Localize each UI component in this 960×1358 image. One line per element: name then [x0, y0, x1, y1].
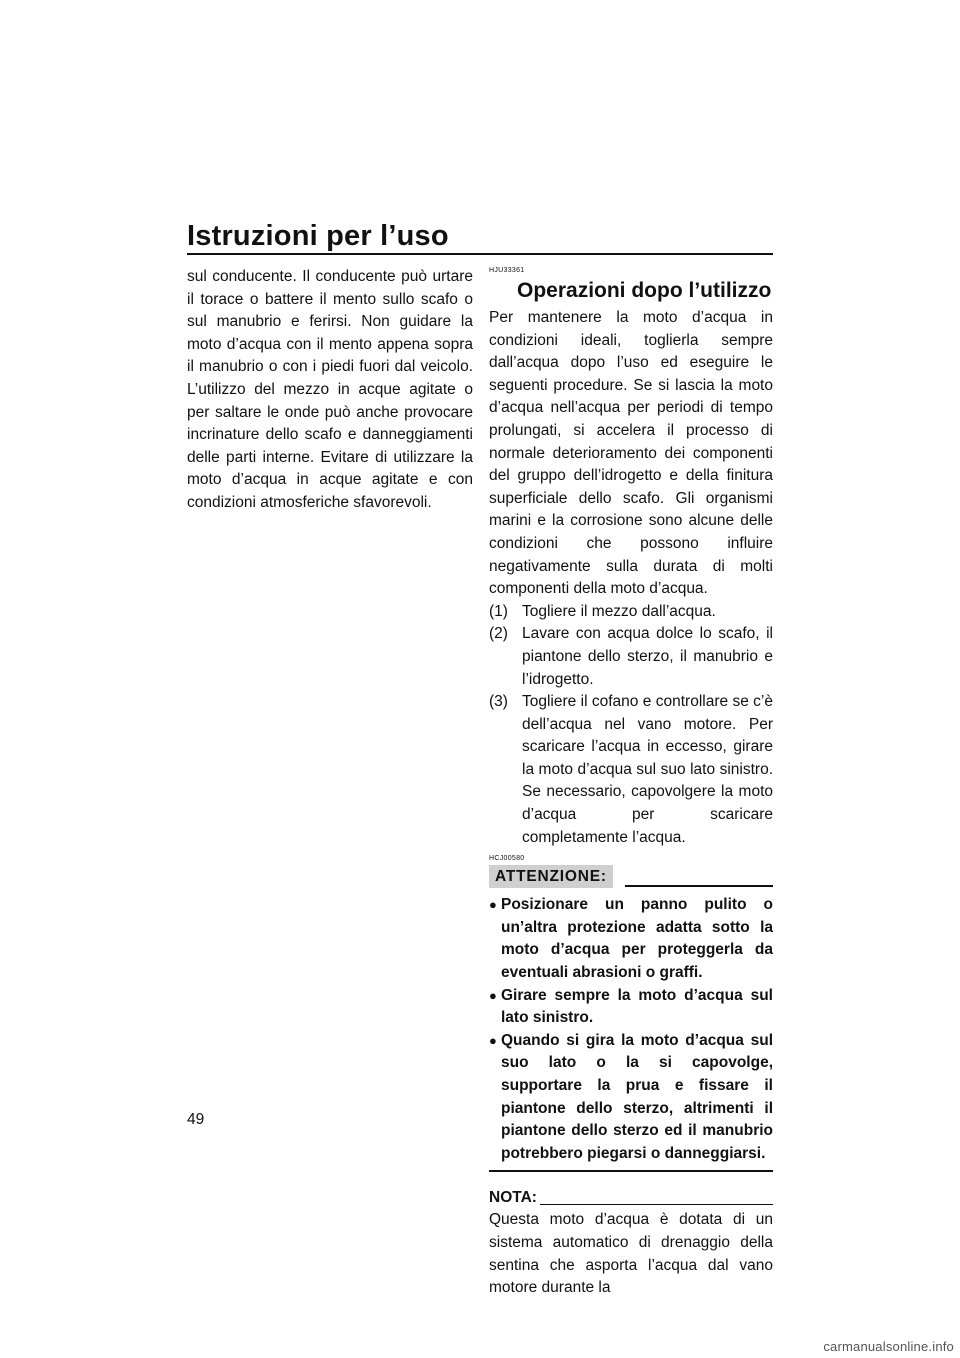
caution-item [489, 894, 773, 984]
caution-code: HCJ00580 [489, 855, 525, 863]
caution-label: ATTENZIONE: [489, 865, 613, 888]
step-text: Lavare con acqua dolce lo scafo, il piantone dello sterzo, il manubrio e l’idrogetto. [522, 625, 773, 688]
caution-header [489, 865, 773, 888]
left-paragraph: sul conducente. Il conducente può urtare il torace o battere il mento sullo scafo o sul manubrio e ferirsi. Non guidare la moto d’acqua con il mento appena sopra il manubrio o con i piedi fuori dal veicolo. L’utilizzo del mezzo in acque agitate o per saltare le onde può anche provocare incrinature dello scafo e danneggiamenti delle parti interne. Evitare di utilizzare la moto d’acqua in acque agitate e con condizioni atmosferiche sfavorevoli. [187, 268, 473, 511]
note-header-rule [540, 1204, 773, 1205]
bullet-icon: ● [489, 897, 497, 913]
right-column [489, 266, 773, 1300]
footer-watermark: carmanualsonline.info [823, 1339, 954, 1354]
page-number: 49 [187, 1111, 205, 1128]
step-item [489, 601, 773, 624]
step-text: Togliere il mezzo dall’acqua. [522, 602, 716, 620]
note-header [489, 1187, 773, 1209]
caution-item-text: Quando si gira la moto d’acqua sul suo lato o la si capovolge, supportare la prua e fissare il piantone dello sterzo, altrimenti il piantone dello sterzo ed il manubrio potrebbero piegarsi o danneggiarsi. [501, 1031, 773, 1162]
note-label: NOTA: [489, 1189, 537, 1207]
caution-item [489, 985, 773, 1030]
caution-item-text: Posizionare un panno pulito o un’altra protezione adatta sotto la moto d’acqua per proteggerla da eventuali abrasioni o graffi. [501, 896, 773, 982]
note-text: Questa moto d’acqua è dotata di un sistema automatico di drenaggio della sentina che asporta l’acqua dal vano motore durante la [489, 1211, 773, 1297]
left-column [187, 266, 473, 515]
header-rule [187, 253, 773, 255]
bullet-icon: ● [489, 1032, 497, 1048]
caution-list [489, 894, 773, 1165]
section-title: Operazioni dopo l’utilizzo [517, 279, 772, 302]
step-number: (2) [489, 625, 508, 643]
step-item [489, 623, 773, 691]
bullet-icon: ● [489, 987, 497, 1003]
step-number: (1) [489, 602, 508, 620]
step-item [489, 691, 773, 849]
section-intro: Per mantenere la moto d’acqua in condizioni ideali, toglierla sempre dall’acqua dopo l’uso ed eseguire le seguenti procedure. Se si lascia la moto d’acqua nell’acqua per periodi di tempo prolungati, si accelera il processo di normale deterioramento dei componenti del gruppo dell’idrogetto e della finitura superficiale dello scafo. Gli organismi marini e la corrosione sono alcune delle condizioni che possono influire negativamente sulla durata di molti componenti della moto d’acqua. [489, 309, 773, 598]
caution-item-text: Girare sempre la moto d’acqua sul lato sinistro. [501, 986, 773, 1027]
caution-item [489, 1030, 773, 1166]
caution-end-rule [489, 1170, 773, 1172]
page-header-title: Istruzioni per l’uso [187, 220, 449, 252]
section-code: HJU33361 [489, 267, 525, 274]
step-number: (3) [489, 693, 508, 711]
caution-header-rule [625, 885, 773, 887]
step-text: Togliere il cofano e controllare se c’è dell’acqua nel vano motore. Per scaricare l’acqua in eccesso, girare la moto d’acqua sul suo lato sinistro. Se necessario, capovolgere la moto d’acqua per scaricare completamente l’acqua. [522, 693, 773, 846]
